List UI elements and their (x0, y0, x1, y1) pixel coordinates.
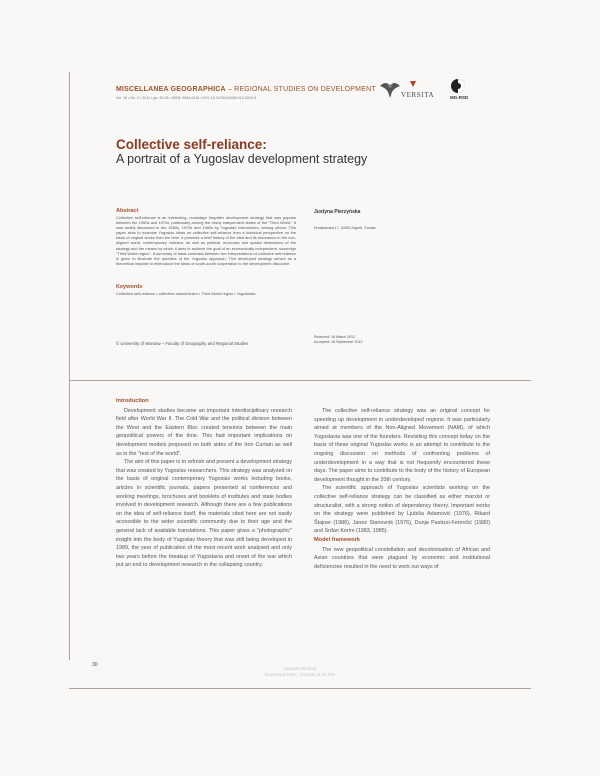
eagle-logo-icon (380, 83, 400, 98)
article-dates (314, 335, 363, 345)
journal-subtitle: – REGIONAL STUDIES ON DEVELOPMENT (225, 86, 376, 93)
abstract-text: Collective self-reliance is an interesting, nowadays forgotten development strategy that was popular between the 1950s and 1970s, particularly among the newly independent states of the "Third World". It was widely discussed in the 1960s, 1970s and 1980s by Yugoslav researchers, among others. This paper aims to examine Yugoslav ideas on collective self-reliance from a historical perspective on the basis of original works from the time. It presents a brief history of the idea and its resonance in the non-aligned world, contemporary criticism, as well as political, economic and spatial dimensions of the strategy and the means by which it aims to achieve the goal of an economically independent, sovereign "Third World region". A summary of basic contrasts between two interpretations of collective self-reliance is given to illustrate the specifics of the Yugoslav approach. This developed strategy serves as a theoretical impulse to reintroduce the ideas of south-south cooperation to the development discourse. (116, 215, 296, 266)
received-date: Received: 18 March 2012 (314, 335, 355, 339)
header-divider (69, 380, 531, 381)
journal-name: MISCELLANEA GEOGRAPHICA (116, 86, 226, 93)
article-meta: Vol. 16 • No. 2 • 2012 • pp. 30-35 • ISSN: 2084-6118 • DOI: 10.2478/v10288-012-0024-5 (116, 96, 257, 100)
versita-logo-text: VERSITA (401, 91, 435, 99)
left-column (116, 397, 292, 570)
article-subtitle: A portrait of a Yugoslav development strategy (116, 152, 368, 166)
abstract-heading: Abstract (116, 208, 139, 214)
introduction-heading: Introduction (116, 398, 149, 404)
body-paragraph: Development studies became an important interdisciplinary research field after World War II. The Cold War and the political division between the West and the Eastern Bloc created tensions between the main geopolitical powers of the time. This had important implications on development models proposed on both sides of the Iron Curtain as well as in the "rest of the world". (116, 407, 292, 457)
journal-header (116, 86, 376, 93)
keywords-heading: Keywords (116, 284, 143, 290)
left-margin-rule (69, 72, 70, 660)
body-paragraph: The new geopolitical constellation and decolonisation of African and Asian countries that were plagued by economic and institutional deficiencies resulted in the need to work out ways of (314, 546, 490, 570)
body-paragraph: The scientific approach of Yugoslav scientists working on the collective self-reliance strategy can be classified as either marxist or structuralist, with a strong notion of dependency theory. Important works on the strategy were published by Ljubiša Adamović (1976), Rikard Štajner (1986), Janez Stanovnik (1976), Dunja Pastizzi-Ferenčić (1980) and Srđan Kerim (1983, 1985). (314, 485, 490, 535)
model-framework-heading: Model framework (314, 536, 361, 543)
versita-mark-icon (410, 81, 416, 87)
footer-divider (69, 688, 531, 689)
body-paragraph: The collective self-reliance strategy was an original concept for speeding up development in underdeveloped regions. It was particularly aimed at members of the Non-Aligned Movement (NAM), of which Yugoslavia was one of the founders. Revisiting this concept today on the basis of these original Yugoslav works is an attempt to contribute to the ongoing discussion on methods of confronting problems of underdevelopment in a way that is not frequently encountered these days. The paper aims to contribute to the body of the history of European development thought in the 20th century. (314, 408, 490, 483)
keywords-text: Collective self-reliance • collective autocentrism • Third World region • Yugoslavia (116, 291, 256, 296)
watermark-line-2: Download Date | 2/13/15 11:04 PM (265, 672, 335, 677)
article-title: Collective self-reliance: (116, 137, 267, 152)
mgrsd-logo-text: MG-RSD (450, 95, 469, 100)
accepted-date: Accepted: 18 September 2012 (314, 340, 363, 344)
copyright-line: © University of Warsaw – Faculty of Geography and Regional Studies (116, 341, 249, 346)
author-affiliation: Hrmaćanska 17, 10000 Zagreb, Croatia (314, 226, 376, 230)
watermark-line-1: Unauthenticated (283, 666, 317, 671)
page-number: 30 (92, 662, 98, 668)
download-watermark (230, 666, 370, 678)
mgrsd-logo-icon (451, 79, 465, 93)
right-column (314, 407, 490, 571)
body-paragraph: The aim of this paper is to refresh and present a development strategy that was created by Yugoslav researchers. This strategy was analysed on the basis of original contemporary Yugoslav works including books, articles in scientific journals, papers presented at conferences and working meetings, brochures and booklets of institutes and state bodies involved in development research. Although there are a few publications on the idea of self-reliance itself, the materials cited here are not easily accessible to the wider scientific community due to their age and the general lack of available translations. This paper gives a "photographic" insight into the body of Yugoslav theory that was still being developed in 1989, the year of publication of the most recent work analysed and only two years before the breakup of Yugoslavia and onset of the war which put an end to development research in the collapsing country. (116, 459, 292, 569)
author-name: Justyna Pierzyńska (314, 209, 361, 215)
